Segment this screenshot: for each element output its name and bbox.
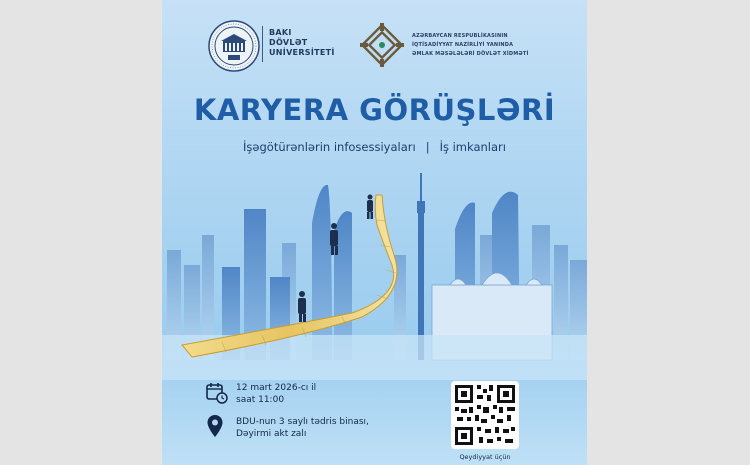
event-poster bbox=[162, 0, 587, 465]
university-name bbox=[269, 28, 349, 58]
agency-name-line3: ƏMLAK MƏSƏLƏLƏRİ DÖVLƏT XİDMƏTİ bbox=[412, 51, 529, 57]
subtitle-job-opportunities: İş imkanları bbox=[439, 140, 506, 154]
event-subtitle bbox=[162, 140, 587, 154]
calendar-clock-icon bbox=[206, 382, 228, 404]
agency-name bbox=[412, 32, 587, 59]
header-divider bbox=[262, 26, 263, 62]
university-name-line2: DÖVLƏT bbox=[269, 38, 308, 47]
agency-name-line2: İQTİSADİYYAT NAZİRLİYİ YANINDA bbox=[412, 42, 514, 48]
subtitle-separator: | bbox=[425, 140, 430, 154]
registration-qr-code[interactable] bbox=[451, 381, 519, 449]
event-location-line2: Dəyirmi akt zalı bbox=[236, 429, 307, 439]
registration-caption: Qeydiyyat üçün bbox=[459, 453, 511, 461]
event-date-time bbox=[236, 382, 316, 406]
event-title: KARYERA GÖRÜŞLƏRİ bbox=[193, 93, 556, 127]
university-name-line3: UNİVERSİTETİ bbox=[269, 48, 335, 57]
bdu-emblem-icon bbox=[208, 20, 260, 72]
agency-name-line1: AZƏRBAYCAN RESPUBLİKASININ bbox=[412, 33, 508, 39]
university-name-line1: BAKI bbox=[269, 28, 292, 37]
qr-code-icon bbox=[451, 381, 519, 449]
event-time: saat 11:00 bbox=[236, 395, 285, 405]
career-staircase-illustration bbox=[162, 165, 587, 380]
agency-emblem-icon bbox=[358, 20, 406, 70]
event-location bbox=[236, 416, 369, 440]
event-location-line1: BDU-nun 3 saylı tədris binası, bbox=[236, 417, 369, 427]
subtitle-infosessions: İşəgötürənlərin infosessiyaları bbox=[243, 140, 416, 154]
event-date: 12 mart 2026-cı il bbox=[236, 383, 317, 393]
location-pin-icon bbox=[206, 414, 224, 438]
